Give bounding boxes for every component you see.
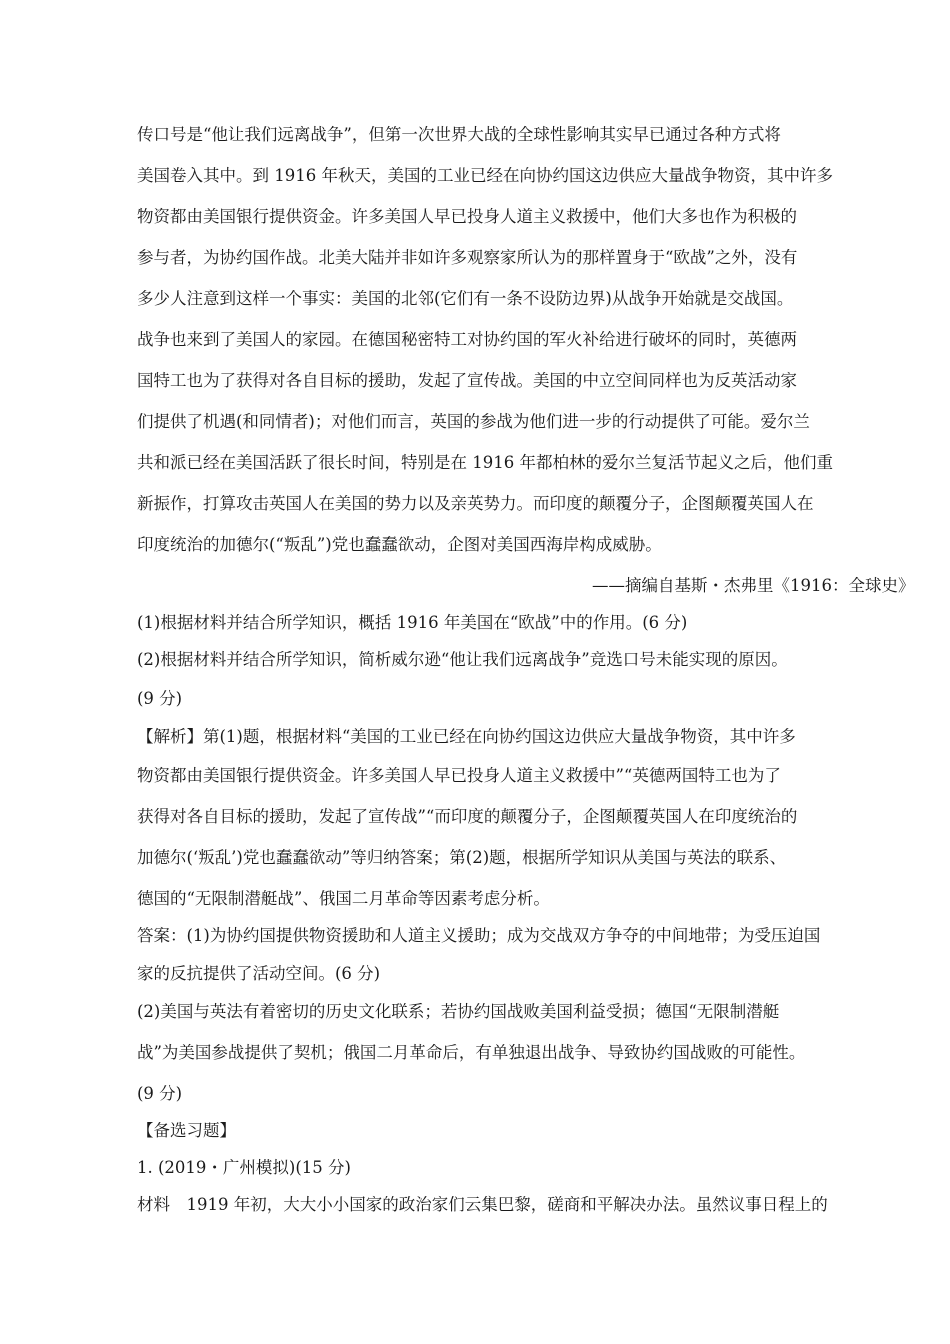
material-line: 们提供了机遇(和同情者)；对他们而言，英国的参战为他们进一步的行动提供了可能。爱尔兰 xyxy=(137,412,810,431)
answer-line: 答案：(1)为协约国提供物资援助和人道主义援助；成为交战双方争夺的中间地带；为受压迫国 xyxy=(137,926,821,945)
material-line: 美国卷入其中。到 1916 年秋天，美国的工业已经在向协约国这边供应大量战争物资，其中许多 xyxy=(137,166,833,185)
material-line: 共和派已经在美国活跃了很长时间，特别是在 1916 年都柏林的爱尔兰复活节起义之后，他们重 xyxy=(137,453,833,472)
analysis-line: 获得对各自目标的援助，发起了宣传战”“而印度的颠覆分子，企图颠覆英国人在印度统治的 xyxy=(137,807,798,826)
material-line: 国特工也为了获得对各自目标的援助，发起了宣传战。美国的中立空间同样也为反英活动家 xyxy=(137,371,797,390)
material-line: 传口号是“他让我们远离战争”，但第一次世界大战的全球性影响其实早已通过各种方式将 xyxy=(137,125,781,144)
answer-line: 战”为美国参战提供了契机；俄国二月革命后，有单独退出战争、导致协约国战败的可能性。 xyxy=(137,1043,806,1062)
analysis-line: 【解析】第(1)题，根据材料“美国的工业已经在向协约国这边供应大量战争物资，其中许多 xyxy=(137,727,796,746)
analysis-line: 物资都由美国银行提供资金。许多美国人早已投身人道主义救援中”“英德两国特工也为了 xyxy=(137,766,781,785)
answer-score: (9 分) xyxy=(137,1084,183,1103)
answer-line: (2)美国与英法有着密切的历史文化联系；若协约国战败美国利益受损；德国“无限制潜艇 xyxy=(137,1002,780,1021)
answer-line: 家的反抗提供了活动空间。(6 分) xyxy=(137,964,381,983)
material-line: 物资都由美国银行提供资金。许多美国人早已投身人道主义救援中，他们大多也作为积极的 xyxy=(137,207,797,226)
material-line: 多少人注意到这样一个事实：美国的北邻(它们有一条不设防边界)从战争开始就是交战国。 xyxy=(137,289,794,308)
material-line: 新振作，打算攻击英国人在美国的势力以及亲英势力。而印度的颠覆分子，企图颠覆英国人在 xyxy=(137,494,814,513)
question-2-score: (9 分) xyxy=(137,689,183,708)
analysis-line: 加德尔(‘叛乱’)党也蠢蠢欲动”等归纳答案；第(2)题，根据所学知识从美国与英法的联系、 xyxy=(137,848,787,867)
question-2: (2)根据材料并结合所学知识，简析威尔逊“他让我们远离战争”竞选口号未能实现的原因。 xyxy=(137,650,788,669)
source-citation: ——摘编自基斯・杰弗里《1916：全球史》 xyxy=(592,576,915,595)
backup-material-line: 材料 1919 年初，大大小小国家的政治家们云集巴黎，磋商和平解决办法。虽然议事日程上的 xyxy=(137,1195,828,1214)
material-line: 参与者，为协约国作战。北美大陆并非如许多观察家所认为的那样置身于“欧战”之外，没有 xyxy=(137,248,798,267)
material-line: 印度统治的加德尔(“叛乱”)党也蠢蠢欲动，企图对美国西海岸构成威胁。 xyxy=(137,535,662,554)
backup-heading: 【备选习题】 xyxy=(137,1121,236,1140)
question-1: (1)根据材料并结合所学知识，概括 1916 年美国在“欧战”中的作用。(6 分) xyxy=(137,613,688,632)
analysis-line: 德国的“无限制潜艇战”、俄国二月革命等因素考虑分析。 xyxy=(137,889,550,908)
backup-question-title: 1. (2019・广州模拟)(15 分) xyxy=(137,1158,351,1177)
material-line: 战争也来到了美国人的家园。在德国秘密特工对协约国的军火补给进行破坏的同时，英德两 xyxy=(137,330,797,349)
